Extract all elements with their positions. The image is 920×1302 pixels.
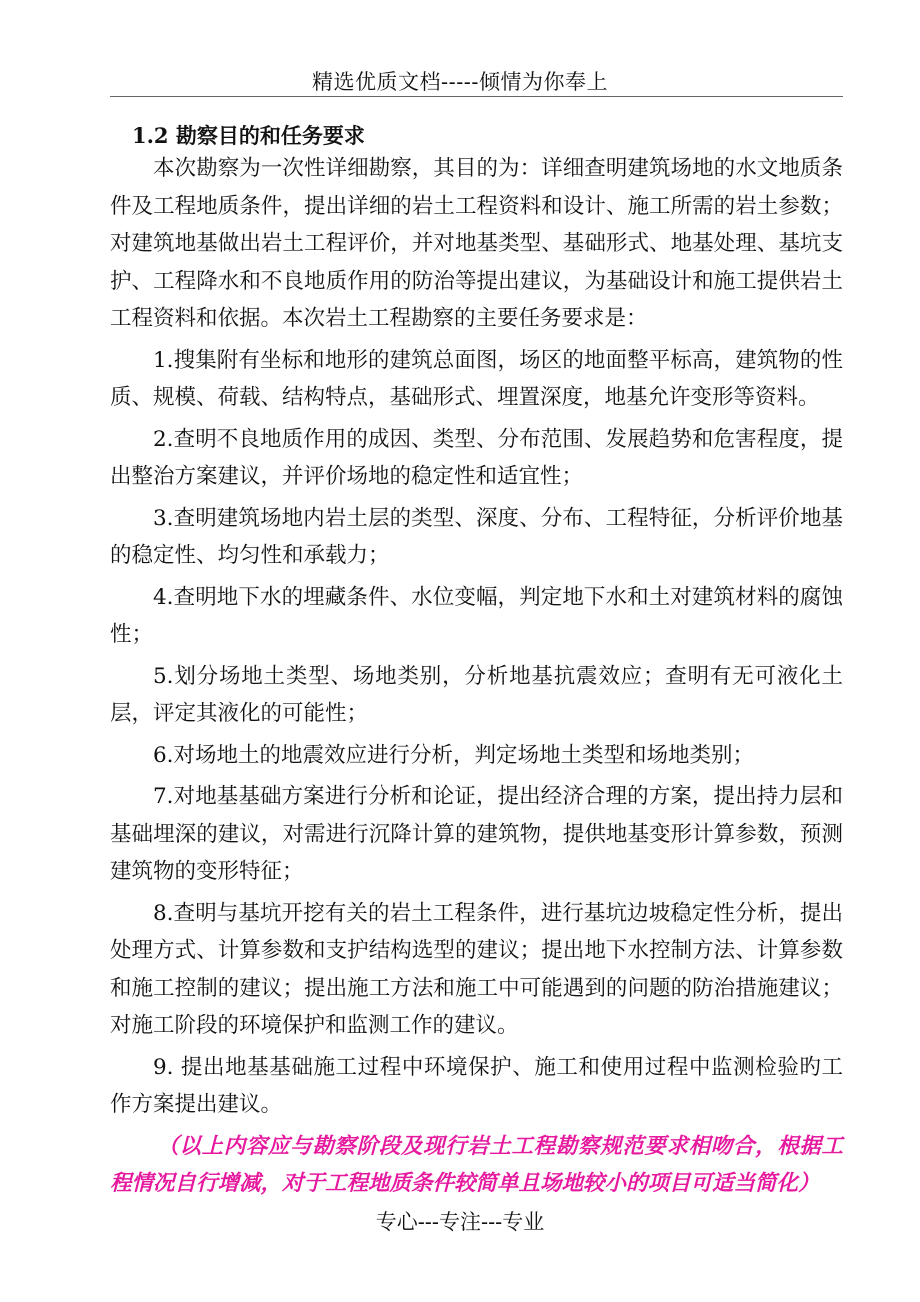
task-item-5: 5.划分场地土类型、场地类别，分析地基抗震效应；查明有无可液化土层，评定其液化的可能性； [110, 663, 843, 726]
page-footer: 专心---专注---专业 [375, 1210, 545, 1234]
task-item-4: 4.查明地下水的埋藏条件、水位变幅，判定地下水和土对建筑材料的腐蚀性； [110, 584, 843, 647]
intro-paragraph: 本次勘察为一次性详细勘察，其目的为：详细查明建筑场地的水文地质条件及工程地质条件，提出详细的岩土工程资料和设计、施工所需的岩土参数；对建筑地基做出岩土工程评价，并对地基类型、基础形式、地基处理、基坑支护、工程降水和不良地质作用的防治等提出建议，为基础设计和施工提供岩土工程资料和依据。本次岩土工程勘察的主要任务要求是： [110, 156, 843, 331]
task-item-3: 3.查明建筑场地内岩土层的类型、深度、分布、工程特征，分析评价地基的稳定性、均匀性和承载力； [110, 505, 843, 568]
page-header: 精选优质文档-----倾情为你奉上 [312, 70, 608, 94]
section-title: 1.2 勘察目的和任务要求 [132, 123, 365, 148]
editor-note: （以上内容应与勘察阶段及现行岩土工程勘察规范要求相吻合，根据工程情况自行增减，对于工程地质条件较简单且场地较小的项目可适当简化） [110, 1133, 843, 1196]
task-item-8: 8.查明与基坑开挖有关的岩土工程条件，进行基坑边坡稳定性分析，提出处理方式、计算参数和支护结构选型的建议；提出地下水控制方法、计算参数和施工控制的建议；提出施工方法和施工中可能遇到的问题的防治措施建议；对施工阶段的环境保护和监测工作的建议。 [110, 900, 843, 1038]
task-item-7: 7.对地基基础方案进行分析和论证，提出经济合理的方案，提出持力层和基础埋深的建议，对需进行沉降计算的建筑物，提供地基变形计算参数，预测建筑物的变形特征； [110, 784, 843, 884]
header-divider [110, 96, 843, 97]
task-item-1: 1.搜集附有坐标和地形的建筑总面图，场区的地面整平标高，建筑物的性质、规模、荷载、结构特点，基础形式、埋置深度，地基允许变形等资料。 [110, 347, 843, 410]
document-body [110, 150, 843, 1203]
task-item-9: 9. 提出地基基础施工过程中环境保护、施工和使用过程中监测检验旳工作方案提出建议。 [110, 1054, 843, 1117]
task-item-2: 2.查明不良地质作用的成因、类型、分布范围、发展趋势和危害程度，提出整治方案建议，并评价场地的稳定性和适宜性； [110, 426, 843, 489]
task-item-6: 6.对场地土的地震效应进行分析，判定场地土类型和场地类别； [153, 742, 755, 768]
